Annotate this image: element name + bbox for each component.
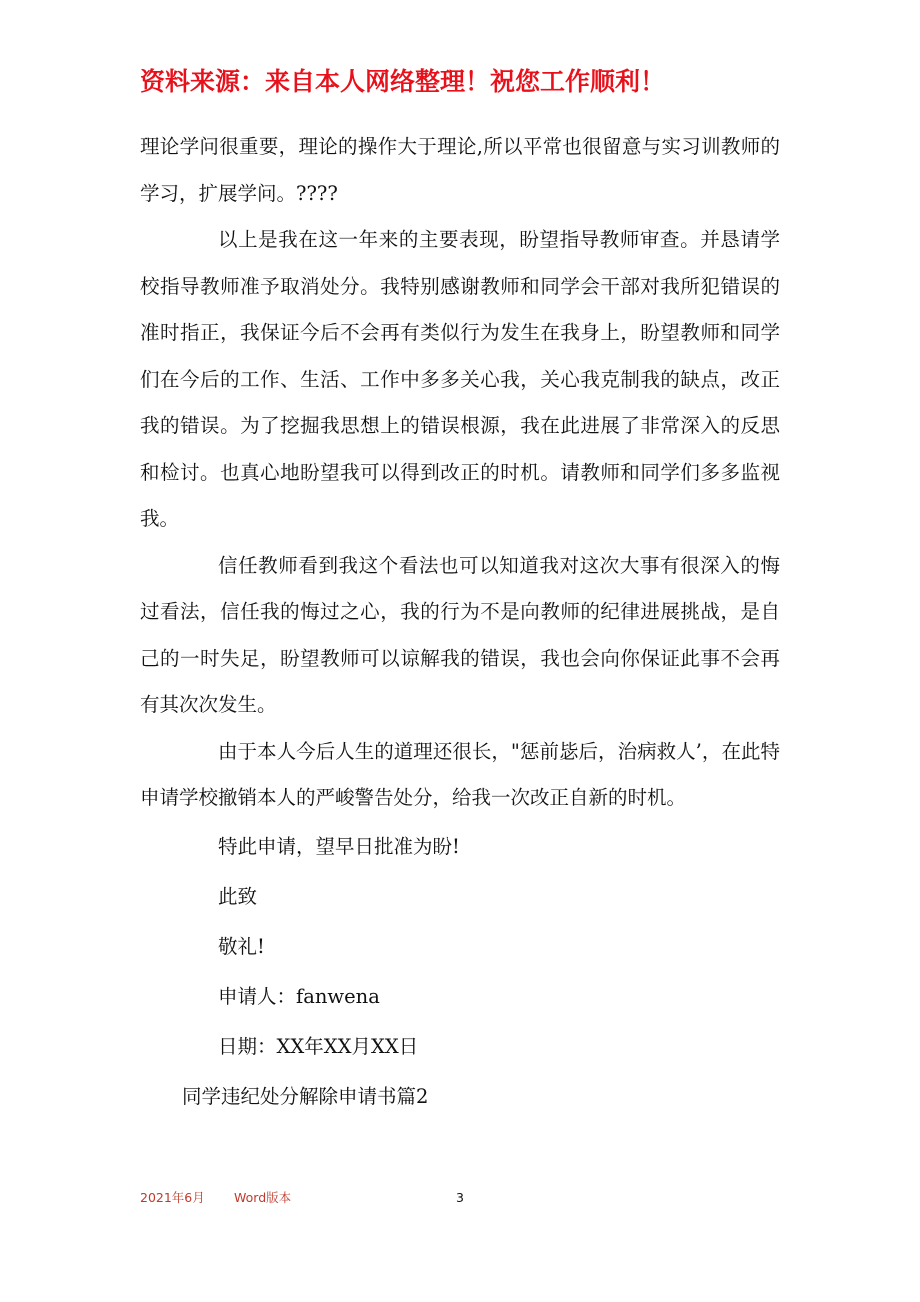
applicant-signature: 申请人：fanwena	[218, 984, 380, 1008]
paragraph-review: 以上是我在这一年来的主要表现，盼望指导教师审查。并恳请学校指导教师准予取消处分。我特别感谢教师和同学会干部对我所犯错误的准时指正，我保证今后不会再有类似行为发生在我身上，盼望教师和同学们在今后的工作、生活、工作中多多关心我，关心我克制我的缺点，改正我的错误。为了挖掘我思想上的错误根源，我在此进展了非常深入的反思和检讨。也真心地盼望我可以得到改正的时机。请教师和同学们多多监视我。	[140, 228, 780, 530]
paragraph-application: 由于本人今后人生的道理还很长，"惩前毖后，治病救人’，在此特申请学校撤销本人的严峻警告处分，给我一次改正自新的时机。	[140, 739, 780, 809]
closing-salutation: 此致	[218, 884, 258, 908]
application-date: 日期：XX年XX月XX日	[218, 1034, 419, 1058]
paragraph-study: 理论学问很重要，理论的操作大于理论,所以平常也很留意与实习训教师的学习，扩展学问。????	[140, 135, 780, 205]
footer-date: 2021年6月	[140, 1190, 205, 1205]
page-footer	[140, 1187, 780, 1209]
document-body	[140, 124, 780, 1122]
closing-request: 特此申请，望早日批准为盼!	[218, 834, 460, 858]
closing-regards: 敬礼!	[218, 934, 265, 958]
section-title: 同学违纪处分解除申请书篇2	[182, 1084, 429, 1108]
page-number: 3	[456, 1190, 464, 1205]
source-header: 资料来源：来自本人网络整理！祝您工作顺利！	[140, 67, 666, 96]
footer-version: Word版本	[234, 1190, 292, 1205]
paragraph-repentance: 信任教师看到我这个看法也可以知道我对这次大事有很深入的悔过看法，信任我的悔过之心，我的行为不是向教师的纪律进展挑战，是自己的一时失足，盼望教师可以谅解我的错误，我也会向你保证此事不会再有其次次发生。	[140, 553, 780, 716]
